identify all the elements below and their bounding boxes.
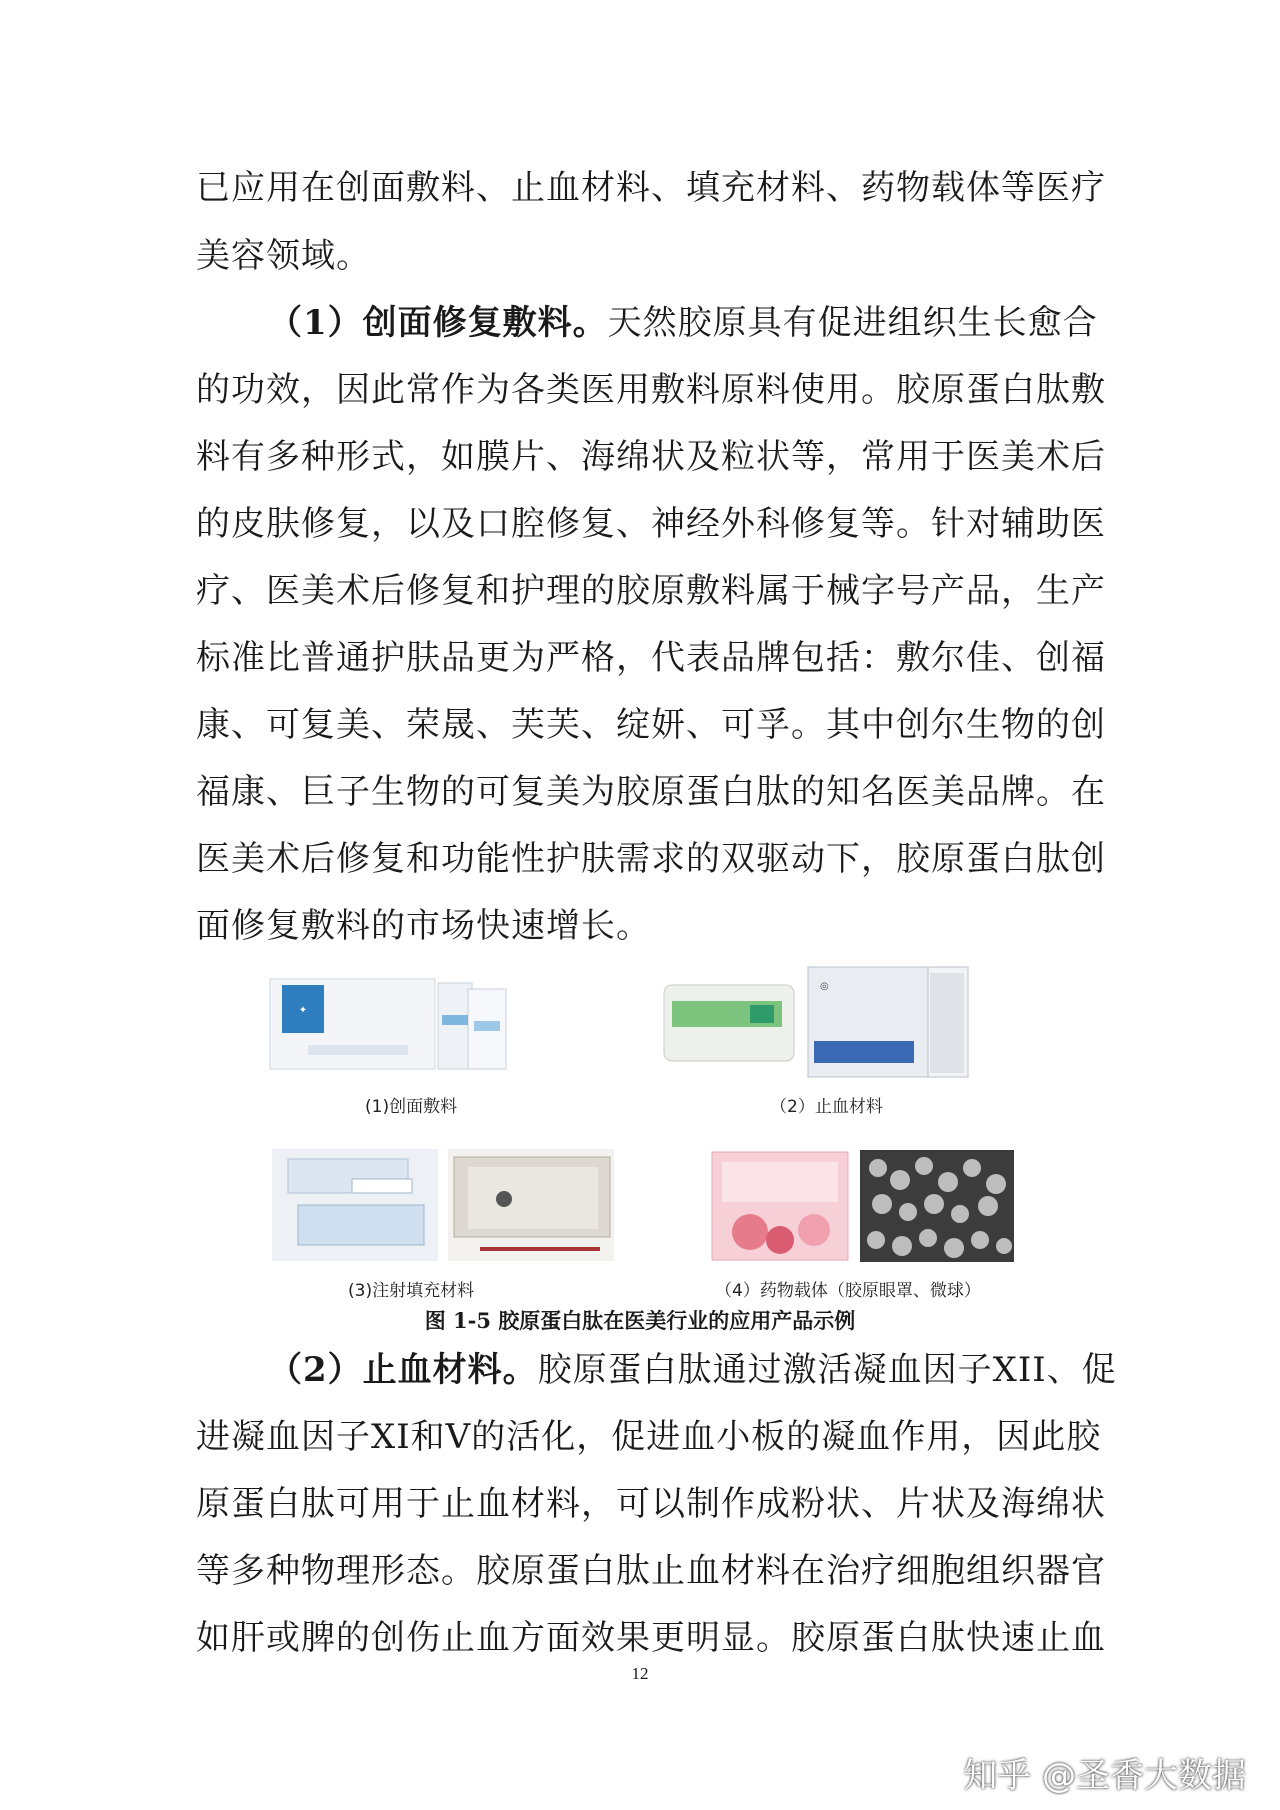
section1-first-line xyxy=(268,303,1098,343)
figure-caption-1: (1)创面敷料 xyxy=(365,1097,458,1117)
body-line: 等多种物理形态。胶原蛋白肽止血材料在治疗细胞组织器官 xyxy=(196,1551,1106,1591)
body-line: 料有多种形式，如膜片、海绵状及粒状等，常用于医美术后 xyxy=(196,437,1106,477)
body-line: 福康、巨子生物的可复美为胶原蛋白肽的知名医美品牌。在 xyxy=(196,772,1106,812)
body-line: 康、可复美、荣晟、芙芙、绽妍、可孚。其中创尔生物的创 xyxy=(196,705,1106,745)
section2-first-line-text: 胶原蛋白肽通过激活凝血因子XII、促 xyxy=(537,1350,1117,1390)
section1-first-line-text: 天然胶原具有促进组织生长愈合 xyxy=(607,303,1098,343)
body-line: 已应用在创面敷料、止血材料、填充材料、药物载体等医疗 xyxy=(196,168,1106,208)
watermark: 知乎 @圣香大数据 xyxy=(963,1756,1246,1796)
figure-caption-4: （4）药物载体（胶原眼罩、微球） xyxy=(715,1281,981,1301)
body-line: 面修复敷料的市场快速增长。 xyxy=(196,906,651,946)
body-line: 原蛋白肽可用于止血材料，可以制作成粉状、片状及海绵状 xyxy=(196,1484,1106,1524)
body-line: 疗、医美术后修复和护理的胶原敷料属于械字号产品，生产 xyxy=(196,571,1106,611)
wound-dressing-image xyxy=(268,975,508,1075)
section2-first-line xyxy=(268,1350,1117,1390)
svg-text:◎: ◎ xyxy=(820,981,829,992)
figure-caption-2: （2）止血材料 xyxy=(770,1097,883,1117)
figure-caption-3: (3)注射填充材料 xyxy=(348,1281,475,1301)
body-line: 的皮肤修复，以及口腔修复、神经外科修复等。针对辅助医 xyxy=(196,504,1106,544)
section2-heading: （2）止血材料。 xyxy=(268,1350,538,1390)
body-line: 标准比普通护肤品更为严格，代表品牌包括：敷尔佳、创福 xyxy=(196,638,1106,678)
injection-filler-image xyxy=(268,1145,618,1265)
svg-text:✦: ✦ xyxy=(298,1005,308,1016)
figure-title: 图 1-5 胶原蛋白肽在医美行业的应用产品示例 xyxy=(424,1308,856,1333)
body-line: 进凝血因子XI和V的活化，促进血小板的凝血作用，因此胶 xyxy=(196,1417,1102,1457)
section1-heading: （1）创面修复敷料。 xyxy=(268,303,608,343)
body-line: 如肝或脾的创伤止血方面效果更明显。胶原蛋白肽快速止血 xyxy=(196,1618,1106,1658)
page-number: 12 xyxy=(631,1664,649,1683)
body-line: 的功效，因此常作为各类医用敷料原料使用。胶原蛋白肽敷 xyxy=(196,370,1106,410)
drug-carrier-image xyxy=(710,1148,1018,1266)
body-line: 美容领域。 xyxy=(196,236,371,276)
body-line: 医美术后修复和功能性护肤需求的双驱动下，胶原蛋白肽创 xyxy=(196,839,1106,879)
hemostatic-material-image xyxy=(660,965,972,1081)
